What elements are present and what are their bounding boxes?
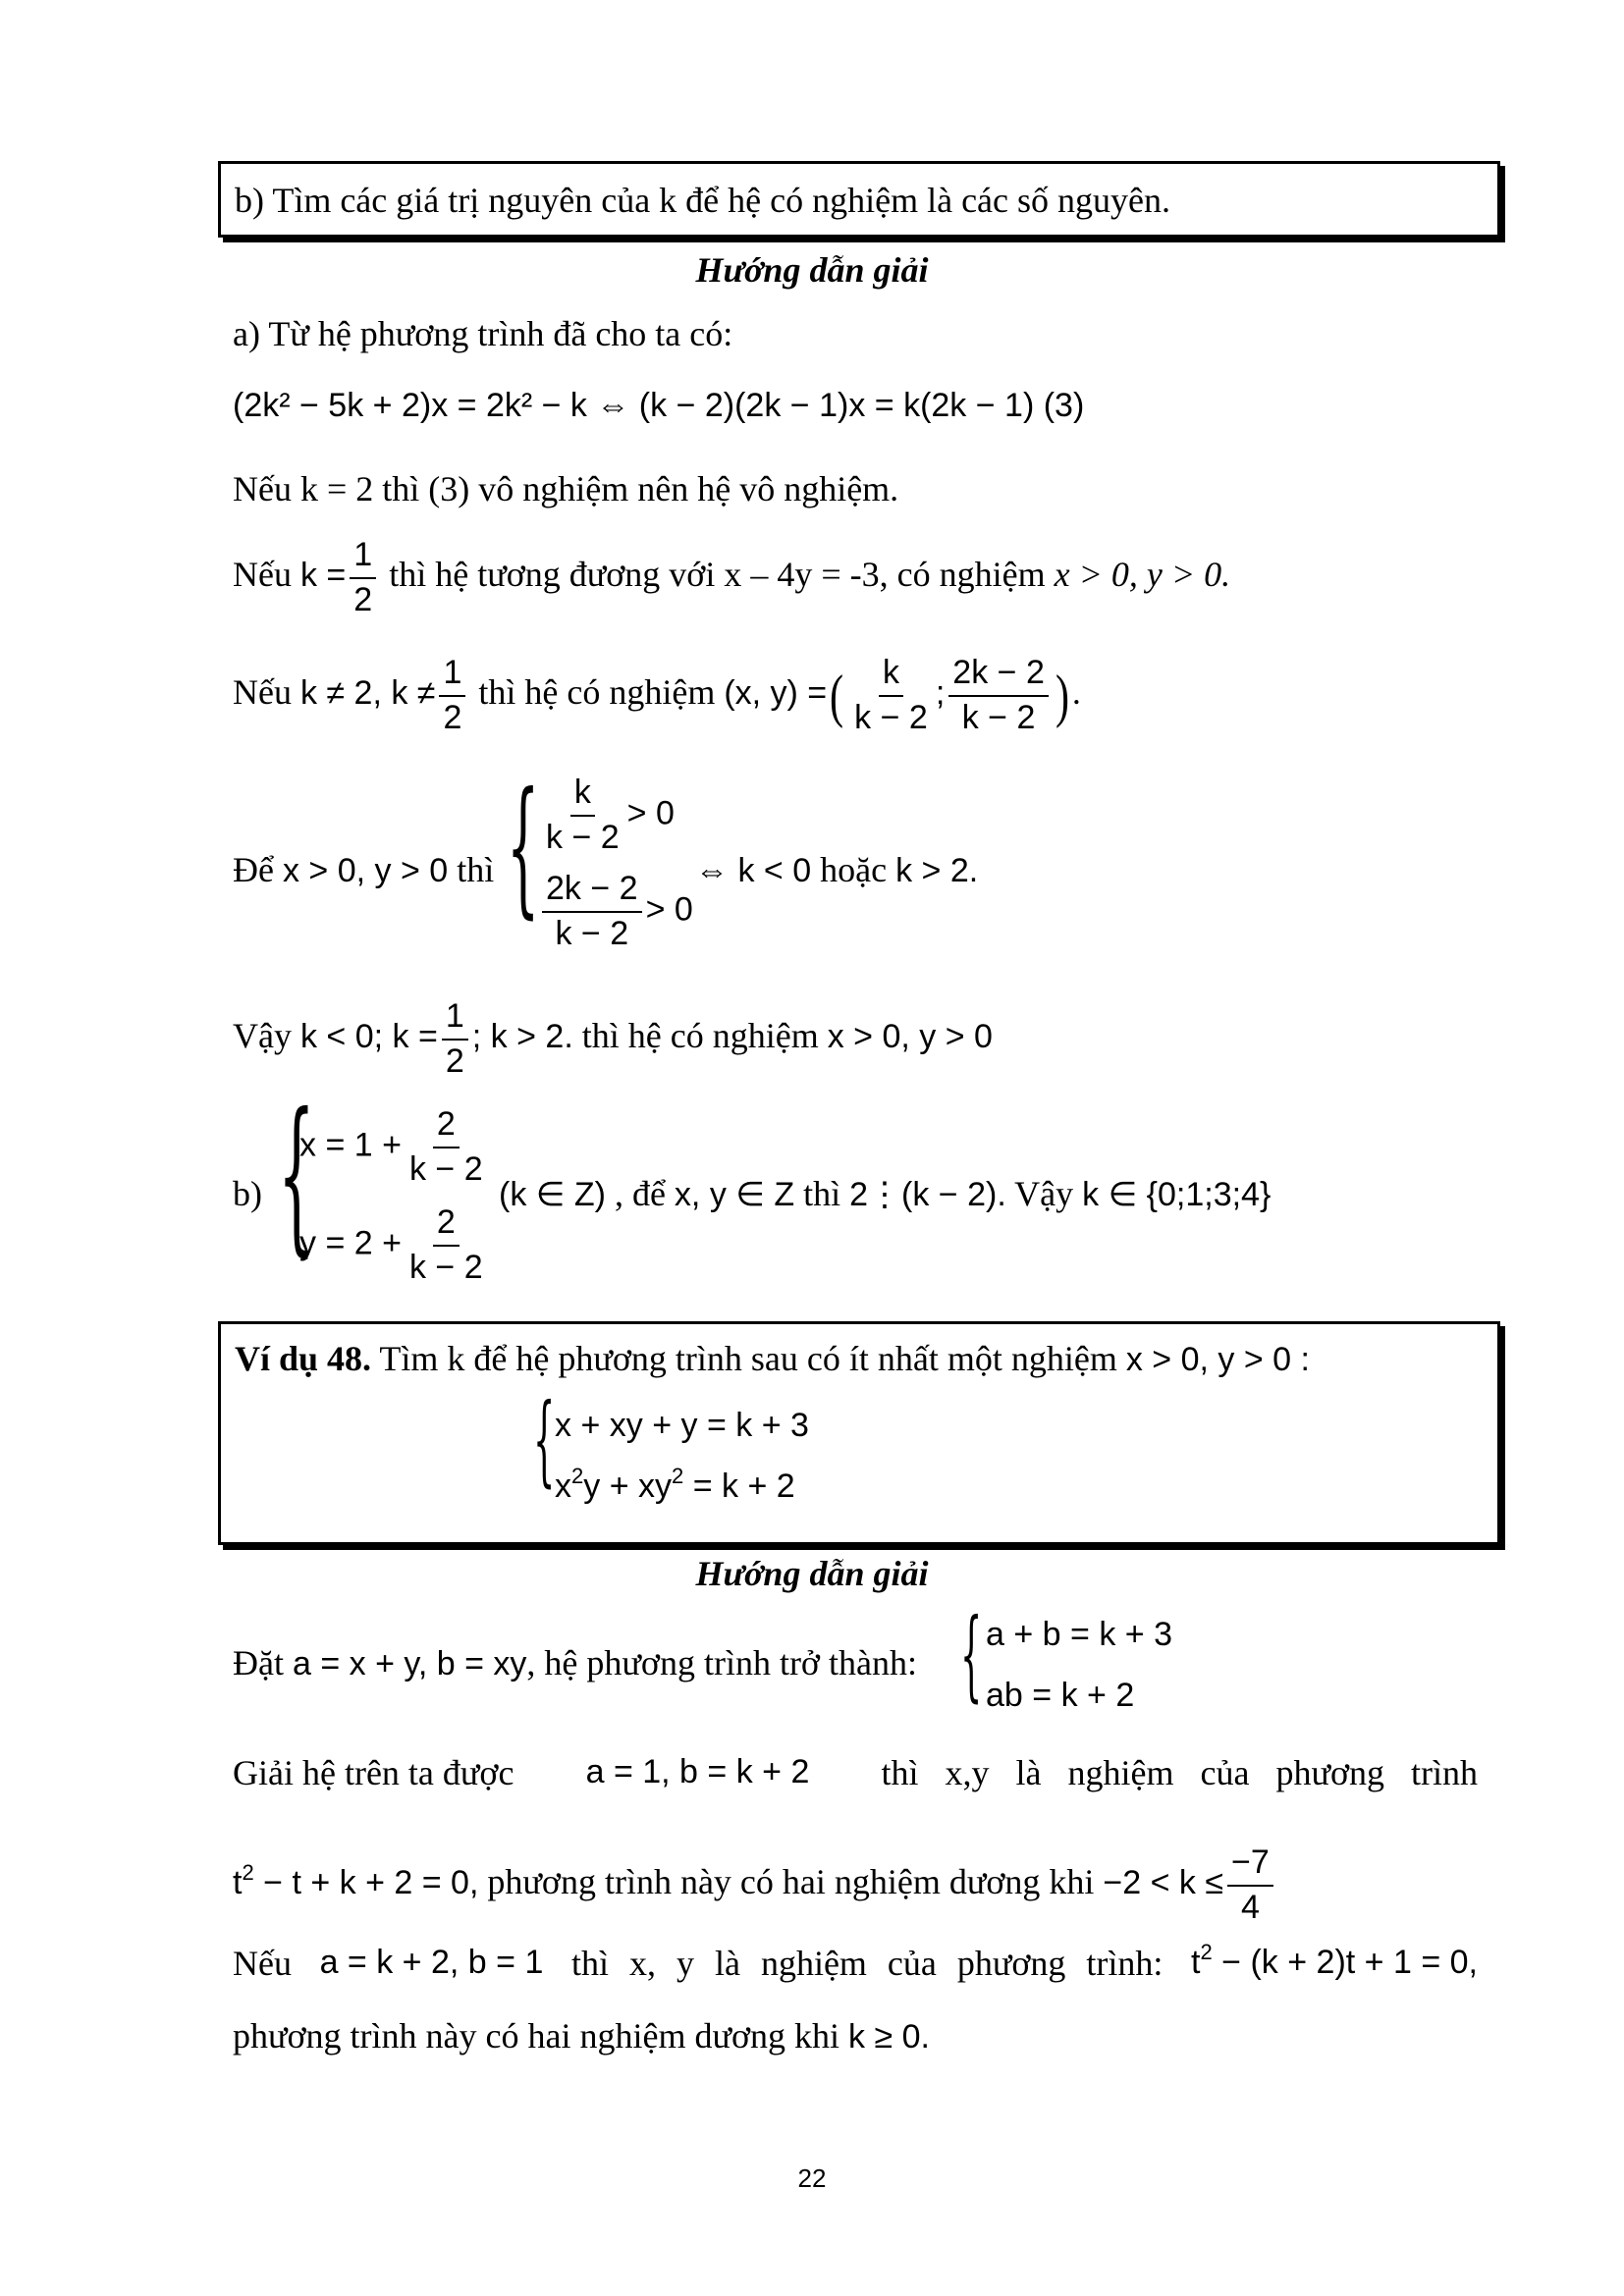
problem-box-b: [218, 161, 1500, 238]
brace-left: {: [507, 762, 540, 933]
x-expression: x = 1 + $\frac{2}{k - 2}$: [299, 1105, 483, 1188]
solve-line: Giải hệ trên ta được a = 1, b = k + 2 thì x,y là nghiệm của phương trình: [233, 1753, 1478, 1792]
last-line: phương trình này có hai nghiệm dương khi k ≥ 0.: [233, 2016, 930, 2056]
case-k-equals-2: Nếu k = 2 thì (3) vô nghiệm nên hệ vô nghiệm.: [233, 469, 899, 508]
case-ab2: Nếu a = k + 2, b = 1 thì x, y là nghiệm của phương trình: $t^2 - (k + 2)t + 1 = 0$,: [233, 1940, 1478, 1983]
example-48-statement: Ví dụ 48. Tìm k để hệ phương trình sau có ít nhất một nghiệm x > 0, y > 0 :: [235, 1339, 1310, 1378]
problem-b-text: b) Tìm các giá trị nguyên của k để hệ có nghiệm là các số nguyên.: [235, 181, 1170, 220]
y-expression: y = 2 + $\frac{2}{k - 2}$: [299, 1203, 483, 1286]
ex48-eq1: x + xy + y = k + 3: [555, 1407, 809, 1444]
cond-row-2: $\frac{2k - 2}{k - 2}$ > 0: [538, 872, 693, 951]
conclusion-a: Vậy k < 0; k = $\frac{1}{2}$ ; k > 2. thì hệ có nghiệm x > 0, y > 0: [233, 997, 993, 1080]
case-k-half: Nếu k = $\frac{1}{2}$ thì hệ tương đương với x – 4y = -3, có nghiệm x > 0, y > 0.: [233, 536, 1231, 618]
brace-ex48: {: [533, 1382, 556, 1497]
sol-b-label: b): [233, 1174, 262, 1213]
solution-heading-2: Hướng dẫn giải: [695, 1554, 929, 1593]
example-48-box: [218, 1321, 1500, 1545]
quadratic-1: $t^2 - t + k + 2 = 0$, phương trình này có hai nghiệm dương khi −2 < k ≤ $\frac{-7}{4}$: [233, 1845, 1277, 1925]
ex48-eq2: $x^2y + xy^2 = k + 2$: [555, 1464, 795, 1505]
cond-row-1: $\frac{k}{k - 2}$ > 0: [546, 774, 675, 856]
substitution-line: Đặt a = x + y, b = xy, hệ phương trình trở thành:: [233, 1643, 917, 1682]
positive-condition: Để x > 0, y > 0 thì: [233, 850, 495, 889]
cond-result: ⇔ k < 0 hoặc k > 2.: [695, 850, 979, 889]
ab-eq2: ab = k + 2: [986, 1677, 1135, 1714]
fraction-one-half: $\frac{1}{2}$: [350, 538, 376, 617]
sol-b-rest: (k ∈ Z) , để x, y ∈ Z thì 2⋮(k − 2). Vậy k ∈ {0;1;3;4}: [499, 1174, 1272, 1213]
solution-heading-1: Hướng dẫn giải: [695, 250, 929, 290]
case-general-k: Nếu k ≠ 2, k ≠ $\frac{1}{2}$ thì hệ có nghiệm (x, y) =( $\frac{k}{k - 2}$ ; $\frac{2k - 2}{k - 2}$ ).: [233, 654, 1081, 736]
page-number: 22: [797, 2163, 827, 2193]
sol-a-intro: a) Từ hệ phương trình đã cho ta có:: [233, 314, 733, 353]
brace-b: {: [278, 1078, 315, 1272]
ab-eq1: a + b = k + 3: [986, 1616, 1172, 1653]
brace-ab: {: [960, 1597, 983, 1712]
equation-3: (2k² − 5k + 2)x = 2k² − k ⇔ (k − 2)(2k − 1)x = k(2k − 1) (3): [233, 387, 1085, 424]
